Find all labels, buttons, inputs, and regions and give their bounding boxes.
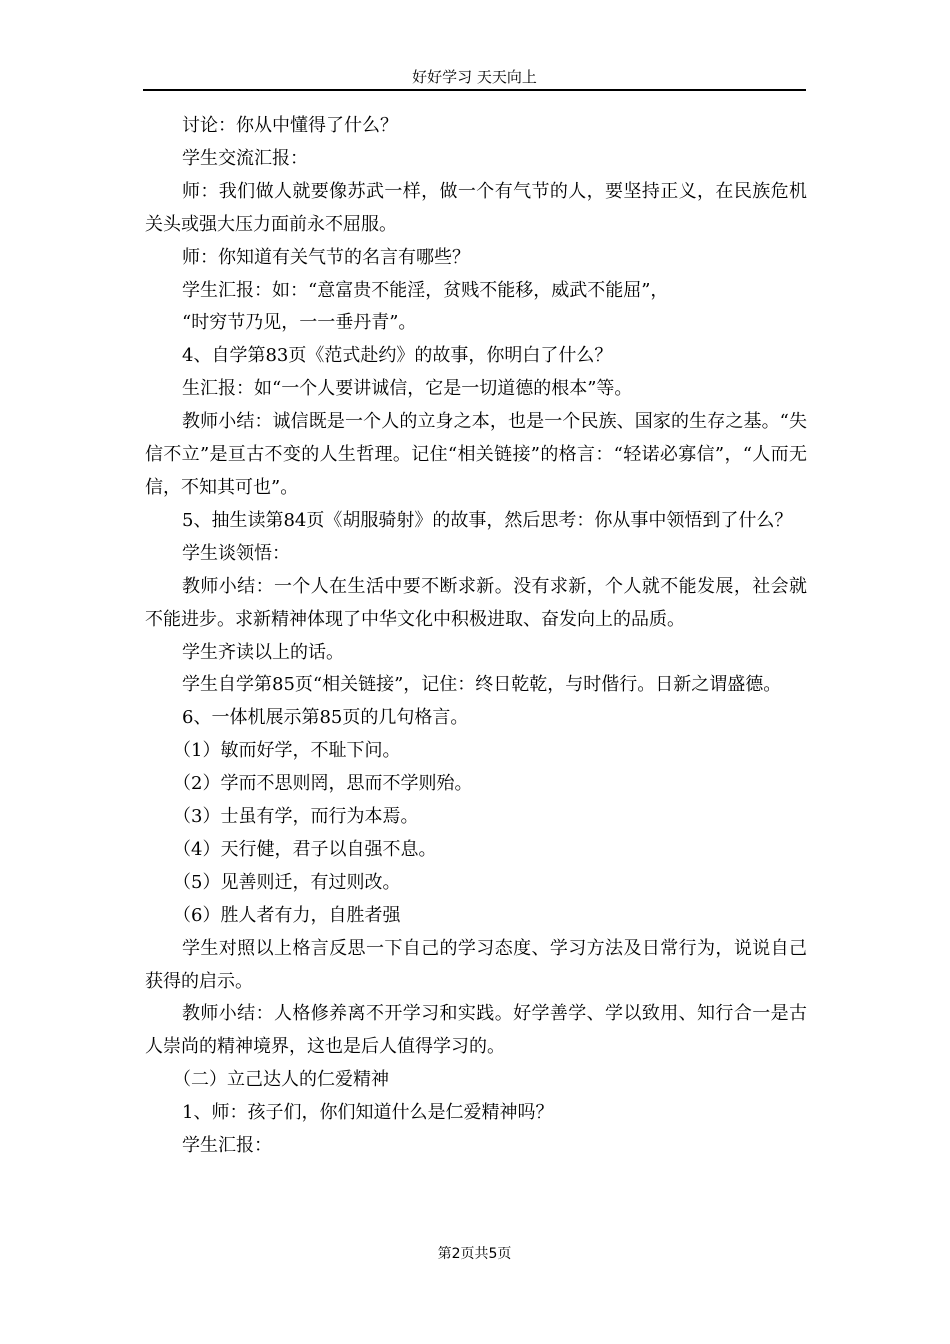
list-item: （5）见善则迁，有过则改。 [173, 871, 401, 893]
paragraph: 讨论：你从中懂得了什么？ [182, 115, 398, 136]
list-item: （2）学而不思则罔，思而不学则殆。 [173, 773, 473, 795]
paragraph: “时穷节乃见，一一垂丹青”。 [182, 312, 417, 334]
paragraph: 6、一体机展示第85页的几句格言。 [182, 707, 469, 729]
document-body [145, 110, 807, 1163]
paragraph: 学生自学第85页“相关链接”，记住：终日乾乾，与时偕行。日新之谓盛德。 [182, 674, 782, 696]
header-divider [143, 89, 806, 91]
paragraph: 教师小结：一个人在生活中要不断求新。没有求新，个人就不能发展，社会就不能进步。求新精神体现了中华文化中积极进取、奋发向上的品质。 [145, 575, 807, 630]
paragraph: 学生齐读以上的话。 [182, 641, 344, 663]
list-item: （4）天行健，君子以自强不息。 [173, 838, 437, 860]
paragraph: 教师小结：人格修养离不开学习和实践。好学善学、学以致用、知行合一是古人崇尚的精神境界，这也是后人值得学习的。 [145, 1003, 807, 1058]
paragraph: 5、抽生读第84页《胡服骑射》的故事，然后思考：你从事中领悟到了什么？ [182, 509, 793, 531]
paragraph: 学生汇报：如：“意富贵不能淫，贫贱不能移，威武不能屈”， [182, 279, 669, 301]
paragraph: 学生汇报： [182, 1135, 272, 1157]
page-header: 好好学习 天天向上 [412, 68, 537, 86]
paragraph: 学生谈领悟： [182, 542, 290, 564]
paragraph: 生汇报：如“一个人要讲诚信，它是一切道德的根本”等。 [182, 378, 633, 400]
paragraph: 学生对照以上格言反思一下自己的学习态度、学习方法及日常行为，说说自己获得的启示。 [145, 937, 807, 992]
paragraph: 师：我们做人就要像苏武一样，做一个有气节的人，要坚持正义，在民族危机关头或强大压力面前永不屈服。 [145, 180, 807, 235]
section-heading: （二）立己达人的仁爱精神 [173, 1069, 389, 1091]
list-item: （6）胜人者有力，自胜者强 [173, 904, 401, 926]
paragraph: 教师小结：诚信既是一个人的立身之本，也是一个民族、国家的生存之基。“失信不立”是亘古不变的人生哲理。记住“相关链接”的格言：“轻诺必寡信”，“人而无信，不知其可也”。 [145, 411, 807, 498]
list-item: （1）敏而好学，不耻下问。 [173, 740, 401, 762]
paragraph: 师：你知道有关气节的名言有哪些？ [182, 246, 470, 268]
paragraph: 1、师：孩子们，你们知道什么是仁爱精神吗？ [182, 1102, 554, 1124]
page-number: 第2页共5页 [437, 1246, 512, 1262]
paragraph: 4、自学第83页《范式赴约》的故事，你明白了什么？ [182, 345, 613, 367]
paragraph: 学生交流汇报： [182, 147, 308, 169]
list-item: （3）士虽有学，而行为本焉。 [173, 806, 419, 828]
